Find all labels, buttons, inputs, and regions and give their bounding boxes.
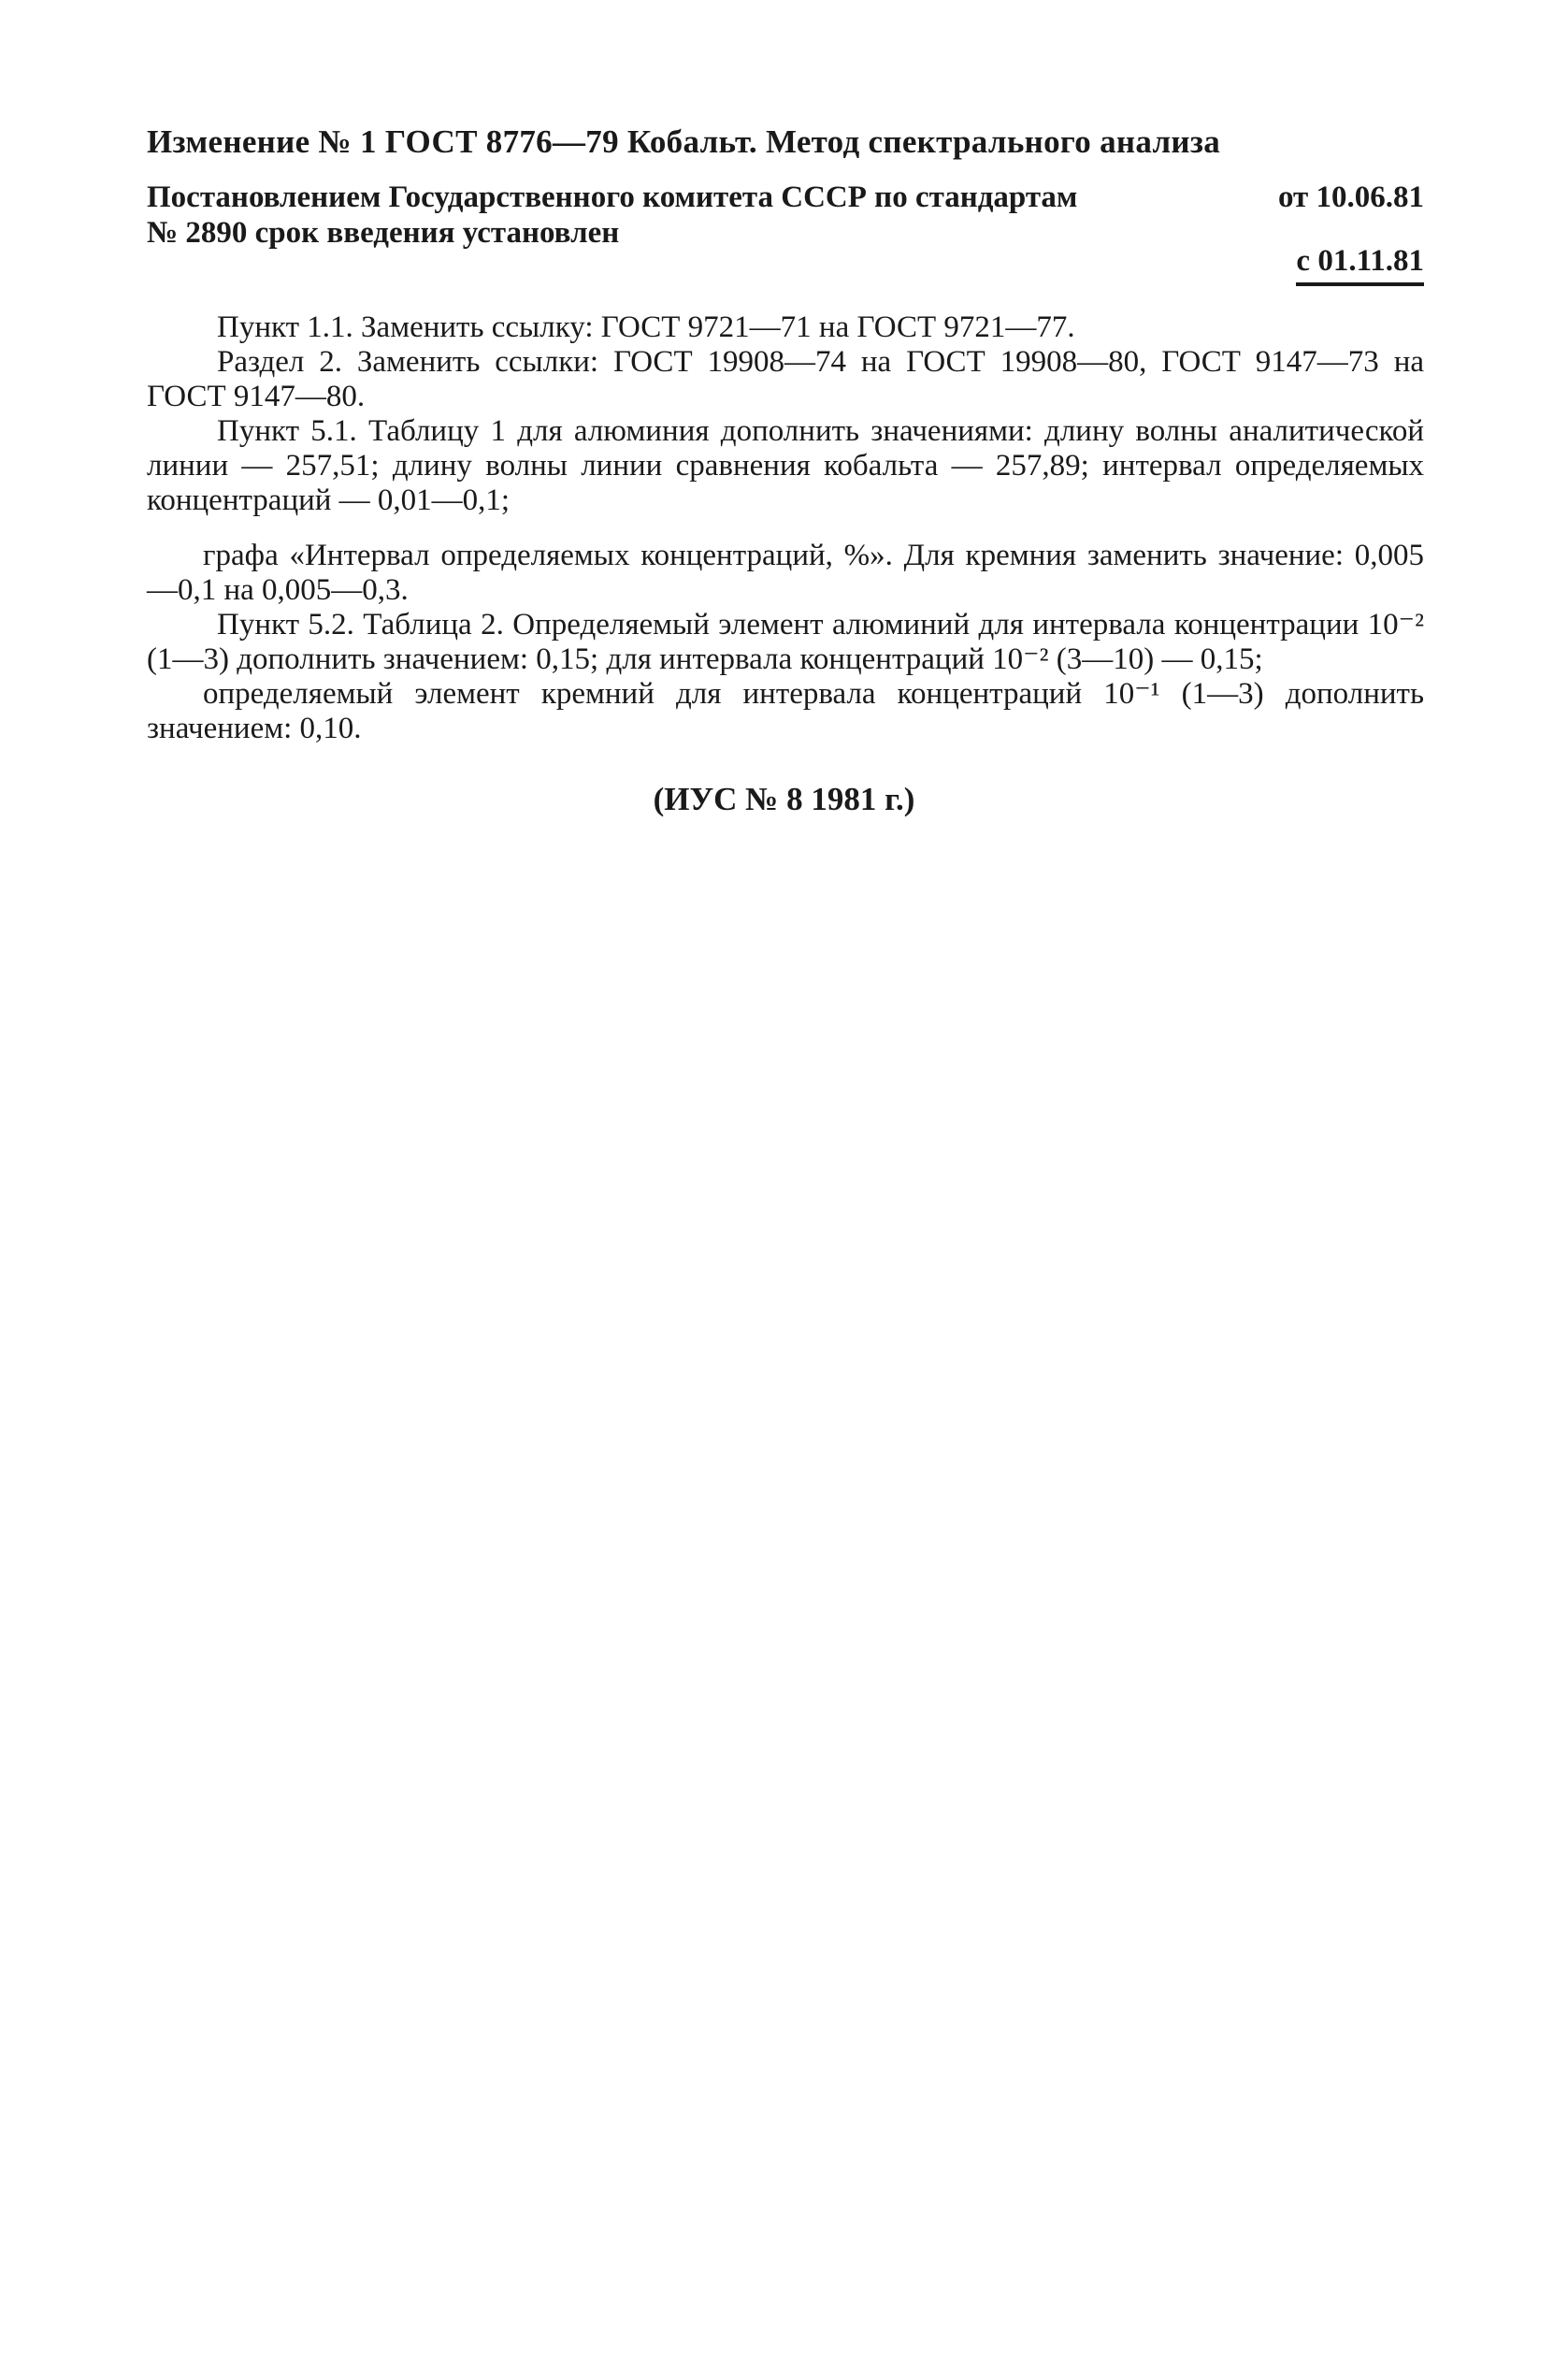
paragraph-1: Пункт 1.1. Заменить ссылку: ГОСТ 9721—71 на ГОСТ 9721—77. — [217, 310, 1075, 344]
decree-text: Постановлением Государственного комитета СССР по стандартам — [147, 180, 1078, 214]
paragraph-2: Раздел 2. Заменить ссылки: ГОСТ 19908—74 на ГОСТ 19908—80, ГОСТ 9147—73 на ГОСТ 9147—80. — [147, 345, 1424, 413]
decree-line-2: № 2890 срок введения установлен — [147, 216, 620, 250]
paragraph-3: Пункт 5.1. Таблицу 1 для алюминия дополнить значениями: длину волны аналитической линии — 257,51; длину волны линии сравнения кобальта — 257,89; интервал определяемых концентраций — 0,01—0,1; — [147, 414, 1424, 517]
amendment-title: Изменение № 1 ГОСТ 8776—79 Кобальт. Метод спектрального анализа — [147, 123, 1221, 160]
decree-date: от 10.06.81 — [1277, 180, 1424, 214]
decree-block — [147, 180, 1424, 251]
effective-date: с 01.11.81 — [1296, 243, 1424, 286]
paragraph-4: графа «Интервал определяемых концентраций, %». Для кремния заменить значение: 0,005—0,1 на 0,005—0,3. — [147, 539, 1424, 607]
source-reference: (ИУС № 8 1981 г.) — [653, 781, 915, 817]
decree-line-1 — [147, 180, 1424, 215]
amendment-body — [147, 310, 1424, 746]
paragraph-6: определяемый элемент кремний для интервала концентраций 10⁻¹ (1—3) дополнить значением: 0,10. — [147, 677, 1424, 745]
paragraph-5: Пункт 5.2. Таблица 2. Определяемый элемент алюминий для интервала концентрации 10⁻² (1—3) дополнить значением: 0,15; для интервала концентраций 10⁻² (3—10) — 0,15; — [147, 608, 1424, 676]
